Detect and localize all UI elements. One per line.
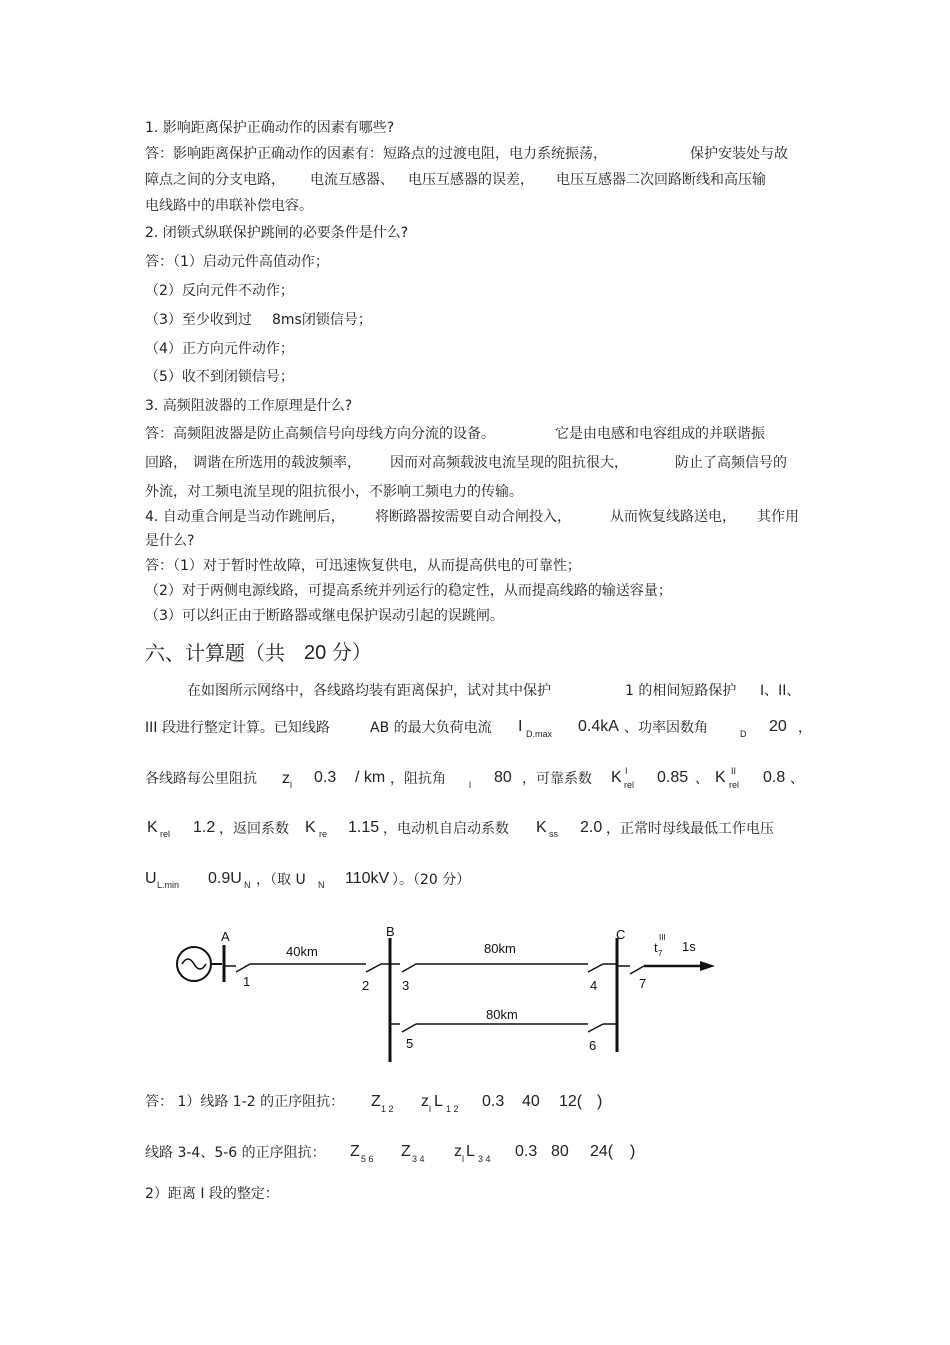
value-length: 40 — [522, 1093, 540, 1110]
symbol-un-sub: N — [318, 880, 325, 890]
q4-answer-line2: （2）对于两侧电源线路，可提高系统并列运行的稳定性，从而提高线路的输送容量； — [145, 583, 672, 599]
network-diagram — [170, 920, 730, 1070]
symbol-l34: L — [466, 1143, 475, 1160]
symbol-phi-sub: D — [740, 729, 747, 739]
q4-title-b: 将断路器按需要自动合闸投入， — [375, 509, 571, 525]
q4-title-d: 其作用 — [757, 509, 799, 525]
value-z12: 12( — [559, 1093, 583, 1110]
bus-c-label: C — [616, 927, 626, 942]
breaker-2-label: 2 — [362, 978, 370, 993]
symbol-kre: K — [305, 819, 316, 836]
breaker-7-label: 7 — [639, 976, 647, 991]
q1-answer-line2b: 电流互感器、 — [310, 172, 394, 188]
breaker-4 — [582, 964, 616, 972]
symbol-z-sub: l — [290, 780, 292, 790]
symbol-l12-sub: 1 2 — [446, 1104, 459, 1114]
value-kss: 2.0 — [580, 819, 603, 836]
value-kre: 1.15 — [348, 819, 380, 836]
value-length-2: 80 — [551, 1143, 569, 1160]
symbol-k1-sub: rel — [624, 780, 635, 790]
symbol-l12: L — [434, 1093, 443, 1110]
problem-line1c: I、II、 — [760, 683, 801, 699]
unit-z: / km — [355, 769, 386, 786]
q3-answer-line2: 回路， — [145, 455, 187, 471]
symbol-l34-sub: 3 4 — [478, 1154, 491, 1164]
separator: 、 — [790, 771, 804, 787]
t7-value: 1s — [682, 939, 696, 954]
q4-title-c: 从而恢复线路送电， — [610, 509, 736, 525]
problem-line1a: 在如图所示网络中，各线路均装有距离保护，试对其中保护 — [187, 683, 551, 699]
problem-line3a: 各线路每公里阻抗 — [145, 771, 257, 787]
symbol-z34-sub: 3 4 — [412, 1154, 425, 1164]
value-k3: 1.2 — [193, 819, 216, 836]
symbol-k1-sup: I — [625, 766, 628, 776]
line-bc-1-length: 80km — [484, 941, 516, 956]
symbol-kss-sub: ss — [549, 829, 558, 839]
q2-item: 答：（1）启动元件高值动作； — [145, 254, 329, 270]
value-load-current: 0.4kA — [578, 718, 619, 735]
symbol-i: I — [518, 718, 523, 735]
q1-answer-line2c: 电压互感器的误差， — [408, 172, 534, 188]
generator-icon — [177, 947, 211, 981]
value-z: 0.3 — [314, 769, 337, 786]
symbol-k2-sub: rel — [729, 780, 740, 790]
symbol-u: U — [145, 870, 157, 887]
answer-line2a: 线路 3-4、5-6 的正序阻抗： — [145, 1145, 326, 1161]
bus-b-label: B — [386, 924, 395, 939]
line-ab-length: 40km — [286, 944, 318, 959]
q2-item: （4）正方向元件动作； — [145, 341, 294, 357]
q3-answer-line2b: 调谐在所选用的载波频率， — [193, 455, 361, 471]
symbol-z34: Z — [401, 1143, 411, 1160]
problem-line5e: ）。（20 分） — [392, 872, 471, 888]
breaker-4-label: 4 — [590, 978, 598, 993]
breaker-6-label: 6 — [589, 1038, 597, 1053]
q3-answer-line1b: 它是由电感和电容组成的并联谐振 — [555, 426, 765, 442]
q4-title: 4. 自动重合闸是当动作跳闸后， — [145, 509, 345, 525]
breaker-2 — [360, 964, 389, 972]
q1-answer-line1b: 保护安装处与故 — [690, 146, 788, 162]
breaker-5-label: 5 — [406, 1036, 414, 1051]
breaker-1-label: 1 — [243, 974, 251, 989]
breaker-3-label: 3 — [402, 978, 410, 993]
symbol-k2-sup: II — [731, 766, 737, 776]
problem-line4c: ，返回系数 — [219, 821, 289, 837]
symbol-k3: K — [147, 819, 158, 836]
symbol-k3-sub: rel — [160, 829, 171, 839]
q3-title: 3. 高频阻波器的工作原理是什么? — [145, 398, 353, 414]
problem-line2e: 、功率因数角 — [624, 720, 708, 736]
q3-answer-line1: 答：高频阻波器是防止高频信号向母线方向分流的设备。 — [145, 426, 495, 442]
symbol-kss: K — [536, 819, 547, 836]
breaker-7 — [618, 966, 644, 974]
answer-line1a: 答： 1）线路 1-2 的正序阻抗： — [145, 1094, 345, 1110]
value-u-sub: N — [244, 880, 251, 890]
problem-line4f: ，电动机自启动系数 — [383, 821, 509, 837]
close-paren-2: ) — [630, 1143, 636, 1160]
value-un: 110kV — [345, 870, 390, 887]
problem-line3h: ，可靠系数 — [522, 771, 592, 787]
q1-answer-line1: 答：影响距离保护正确动作的因素有：短路点的过渡电阻，电力系统振荡， — [145, 146, 607, 162]
breaker-3 — [391, 964, 416, 972]
value-k2: 0.8 — [763, 769, 786, 786]
q2-item: （2）反向元件不动作； — [145, 283, 294, 299]
problem-line1b: 1 的相间短路保护 — [625, 683, 737, 699]
q2-item-3b: 8ms闭锁信号； — [272, 312, 372, 328]
symbol-u-sub: L.min — [157, 880, 180, 890]
value-phi: 20 — [769, 718, 787, 735]
t7-label: t — [654, 940, 658, 955]
value-k1: 0.85 — [657, 769, 689, 786]
t7-sub: 7 — [658, 949, 663, 958]
problem-line3e: ，阻抗角 — [390, 771, 446, 787]
q2-item: （5）收不到闭锁信号； — [145, 369, 294, 385]
symbol-z56-sub: 5 6 — [361, 1154, 374, 1164]
problem-line5c: ，（取 U — [256, 872, 306, 888]
symbol-zl-sub: l — [429, 1104, 431, 1114]
symbol-phi-l-sub: l — [469, 780, 471, 790]
q1-answer-line3: 电线路中的串联补偿电容。 — [145, 198, 313, 214]
q1-title: 1. 影响距离保护正确动作的因素有哪些? — [145, 120, 395, 136]
symbol-k2: K — [715, 769, 726, 786]
q4-answer-line3: （3）可以纠正由于断路器或继电保护误动引起的误跳闸。 — [145, 608, 504, 624]
symbol-k1: K — [611, 769, 622, 786]
q1-answer-line2d: 电压互感器二次回路断线和高压输 — [556, 172, 766, 188]
separator: 、 — [695, 771, 709, 787]
symbol-z12-sub: 1 2 — [381, 1104, 394, 1114]
symbol-i-sub: D.max — [526, 729, 553, 739]
q4-title-line2: 是什么? — [145, 533, 195, 549]
q3-answer-line3: 外流，对工频电流呈现的阻抗很小，不影响工频电力的传输。 — [145, 484, 523, 500]
symbol-zl: z — [421, 1093, 429, 1110]
value-u: 0.9U — [208, 870, 242, 887]
symbol-kre-sub: re — [319, 829, 328, 839]
problem-line2a: III 段进行整定计算。已知线路 — [145, 720, 330, 736]
breaker-6 — [582, 1024, 616, 1032]
symbol-z: z — [282, 770, 290, 787]
problem-line2b: AB 的最大负荷电流 — [370, 720, 492, 736]
bus-a-label: A — [221, 929, 230, 944]
q4-answer-line1: 答：（1）对于暂时性故障，可迅速恢复供电，从而提高供电的可靠性； — [145, 558, 581, 574]
value-z-per-km: 0.3 — [482, 1093, 505, 1110]
close-paren: ) — [597, 1093, 603, 1110]
symbol-zl-2-sub: l — [462, 1154, 464, 1164]
symbol-z12: Z — [371, 1093, 381, 1110]
section-title: 六、计算题（共 — [145, 641, 285, 665]
symbol-zl-2: z — [454, 1143, 462, 1160]
q3-answer-line2d: 防止了高频信号的 — [675, 455, 787, 471]
section-score: 20 分） — [304, 642, 372, 664]
value-z34: 24( — [590, 1143, 614, 1160]
q3-answer-line2c: 因而对高频载波电流呈现的阻抗很大， — [390, 455, 628, 471]
line-bc-2-length: 80km — [486, 1007, 518, 1022]
breaker-5 — [391, 1024, 416, 1032]
problem-line4i: ，正常时母线最低工作电压 — [606, 821, 774, 837]
value-phi-l: 80 — [494, 769, 512, 786]
answer-line3: 2）距离 I 段的整定： — [145, 1186, 279, 1202]
breaker-1 — [225, 964, 250, 972]
q1-answer-line2: 障点之间的分支电路， — [145, 172, 285, 188]
comma: ， — [798, 720, 812, 736]
symbol-z56: Z — [350, 1143, 360, 1160]
q2-item: （3）至少收到过 — [145, 312, 252, 328]
t7-sup: III — [659, 933, 666, 942]
value-z-per-km-2: 0.3 — [515, 1143, 538, 1160]
q2-title: 2. 闭锁式纵联保护跳闸的必要条件是什么? — [145, 225, 409, 241]
arrow-icon — [700, 961, 715, 971]
